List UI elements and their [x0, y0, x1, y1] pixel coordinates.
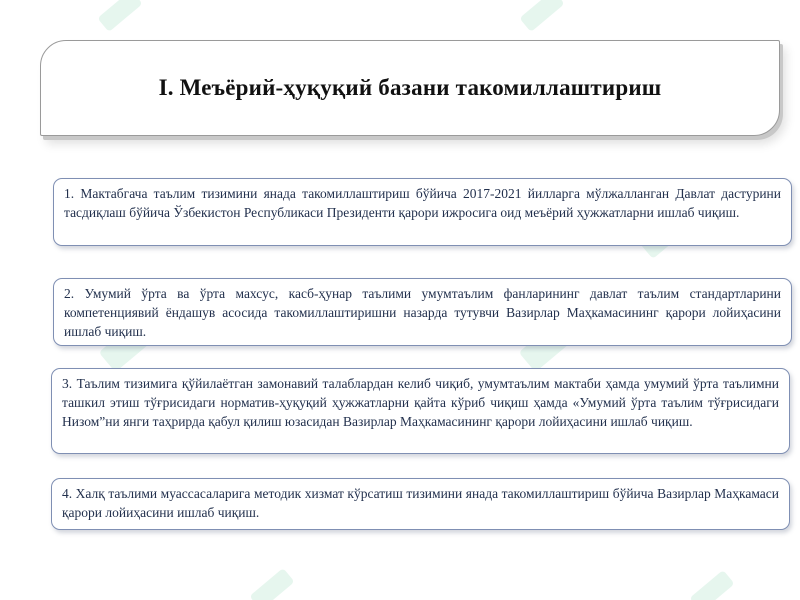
list-item-text: 4. Халқ таълими муассасаларига методик хизмат кўрсатиш тизимини янада такомиллаштириш бўйича Вазирлар Маҳкамаси қарори лойиҳасини ишлаб чиқиш. — [62, 486, 779, 520]
watermark-mark — [519, 0, 564, 32]
title-card — [40, 40, 780, 136]
list-item — [51, 368, 790, 454]
watermark-mark — [97, 0, 142, 32]
list-item — [53, 278, 792, 346]
watermark-mark — [689, 570, 734, 600]
list-item — [51, 478, 790, 530]
list-item-text: 2. Умумий ўрта ва ўрта махсус, касб-ҳунар таълими умумтаълим фанларининг давлат таълим стандартларини компетенциявий ёндашув асосида такомиллаштиришни назарда тутувчи Вазирлар Маҳкамасининг қарори лойиҳасини ишлаб чиқиш. — [64, 286, 781, 339]
watermark-mark — [249, 568, 294, 600]
list-item-text: 3. Таълим тизимига қўйилаётган замонавий талаблардан келиб чиқиб, умумтаълим мактаби ҳамда умумий ўрта таълимни ташкил этиш тўғрисидаги норматив-ҳуқуқий ҳужжатларни қайта кўриб чиқиш ҳамда «Умумий ўрта таълим тўғрисидаги Низом”ни янги таҳрирда қабул қилиш юзасидан Вазирлар Маҳкамасининг қарори лойиҳасини ишлаб чиқиш. — [62, 376, 779, 429]
list-item-text: 1. Мактабгача таълим тизимини янада такомиллаштириш бўйича 2017-2021 йилларга мўлжалланган Давлат дастурини тасдиқлаш бўйича Ўзбекистон Республикаси Президенти қарори ижросига оид меъёрий ҳужжатларни ишлаб чиқиш. — [64, 186, 781, 220]
list-item — [53, 178, 792, 246]
slide-title: I. Меъёрий-ҳуқуқий базани такомиллаштириш — [158, 75, 662, 100]
